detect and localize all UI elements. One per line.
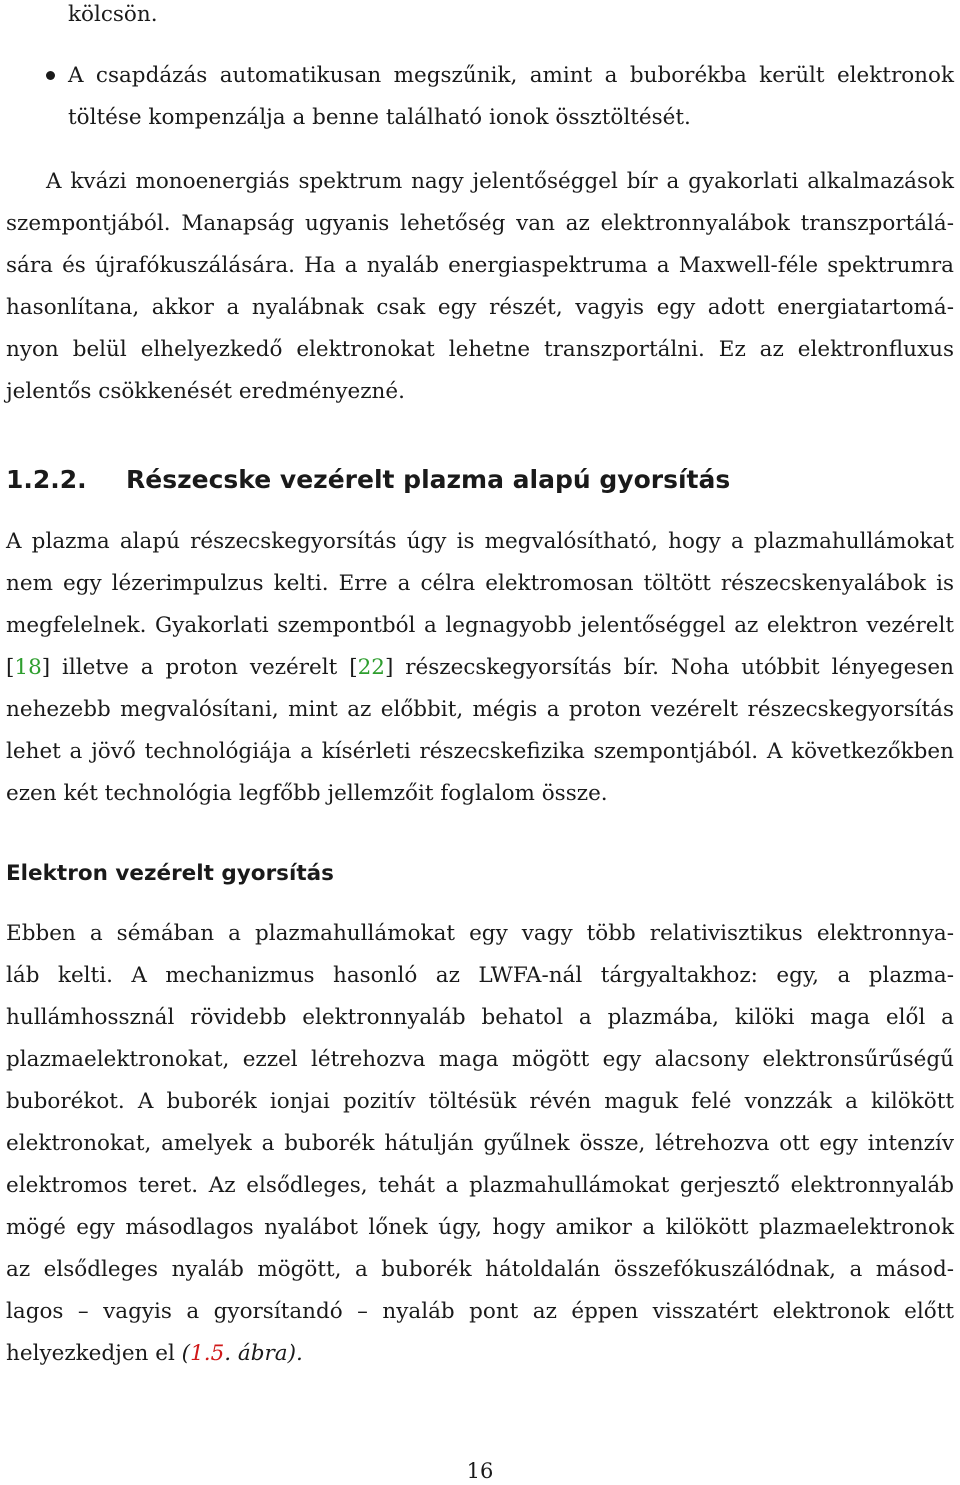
page-number: 16 <box>466 1459 494 1483</box>
para2-line-4-end: ] részecskegyorsítás bír. Noha utóbbit lényegesen <box>384 655 954 680</box>
citation-link-18[interactable]: 18 <box>14 655 42 680</box>
para3-line-1: Ebben a sémában a plazmahullámokat egy vagy több relativisztikus elektronnya- <box>6 921 954 946</box>
para2-line-4 <box>6 654 954 682</box>
bullet-dot-icon <box>46 71 55 80</box>
para1-line-4: hasonlítana, akkor a nyalábnak csak egy részét, vagyis egy adott energiatartomá- <box>6 295 954 320</box>
para3-paren-open: ( <box>181 1341 191 1366</box>
para3-line-11-start: helyezkedjen el <box>6 1341 182 1366</box>
bullet-line-2: töltése kompenzálja a benne található ionok össztöltését. <box>68 105 691 130</box>
para1-line-5: nyon belül elhelyezkedő elektronokat lehetne transzportálni. Ez az elektronfluxus <box>6 337 954 362</box>
section-title: Részecske vezérelt plazma alapú gyorsítás <box>126 465 731 494</box>
para3-line-5: buborékot. A buborék ionjai pozitív töltésük révén maguk felé vonzzák a kilökött <box>6 1089 954 1114</box>
para2-line-4-middle: ] illetve a proton vezérelt [ <box>41 655 358 680</box>
para2-line-2: nem egy lézerimpulzus kelti. Erre a célra elektromosan töltött részecskenyalábok is <box>6 571 954 596</box>
para3-line-2: láb kelti. A mechanizmus hasonló az LWFA-nál tárgyaltakhoz: egy, a plazma- <box>6 963 954 988</box>
para3-line-6: elektronokat, amelyek a buborék hátulján gyűlnek össze, létrehozva ott egy intenzív <box>6 1131 954 1156</box>
para2-line-7: ezen két technológia legfőbb jellemzőit foglalom össze. <box>6 781 608 806</box>
subsection-heading: Elektron vezérelt gyorsítás <box>6 861 334 886</box>
para3-line-4: plazmaelektronokat, ezzel létrehozva maga mögött egy alacsony elektronsűrűségű <box>6 1047 954 1072</box>
para1-line-1: A kvázi monoenergiás spektrum nagy jelentőséggel bír a gyakorlati alkalmazások <box>46 169 954 194</box>
para1-line-6: jelentős csökkenését eredményezné. <box>6 379 405 404</box>
para1-line-3: sára és újrafókuszálására. Ha a nyaláb energiaspektruma a Maxwell-féle spektrumra <box>6 253 954 278</box>
para2-line-6: lehet a jövő technológiája a kísérleti részecskefizika szempontjából. A következőkben <box>6 739 954 764</box>
para3-line-9: az elsődleges nyaláb mögött, a buborék hátoldalán összefókuszálódnak, a másod- <box>6 1257 954 1282</box>
para3-line-11-end: . ábra). <box>224 1341 303 1366</box>
para2-line-1: A plazma alapú részecskegyorsítás úgy is megvalósítható, hogy a plazmahullámokat <box>6 529 954 554</box>
para3-line-10: lagos – vagyis a gyorsítandó – nyaláb pont az éppen visszatért elektronok előtt <box>6 1299 954 1324</box>
section-heading <box>6 464 730 496</box>
para3-line-11 <box>6 1340 303 1368</box>
para2-line-4-start: [ <box>6 655 15 680</box>
para3-line-3: hullámhossznál rövidebb elektronnyaláb behatol a plazmába, kilöki maga elől a <box>6 1005 954 1030</box>
para3-line-7: elektromos teret. Az elsődleges, tehát a plazmahullámokat gerjesztő elektronnyaláb <box>6 1173 954 1198</box>
para3-line-8: mögé egy másodlagos nyalábot lőnek úgy, hogy amikor a kilökött plazmaelektronok <box>6 1215 954 1240</box>
para2-line-5: nehezebb megvalósítani, mint az előbbit, mégis a proton vezérelt részecskegyorsítás <box>6 697 954 722</box>
section-number: 1.2.2. <box>6 465 87 494</box>
bullet-tail-text: kölcsön. <box>68 2 158 27</box>
para2-line-3: megfelelnek. Gyakorlati szempontból a legnagyobb jelentőséggel az elektron vezérelt <box>6 613 954 638</box>
citation-link-22[interactable]: 22 <box>357 655 385 680</box>
figure-ref-link[interactable]: 1.5 <box>190 1341 225 1366</box>
bullet-line-1: A csapdázás automatikusan megszűnik, amint a buborékba került elektronok <box>68 63 954 88</box>
para1-line-2: szempontjából. Manapság ugyanis lehetőség van az elektronnyalábok transzportálá- <box>6 211 954 236</box>
